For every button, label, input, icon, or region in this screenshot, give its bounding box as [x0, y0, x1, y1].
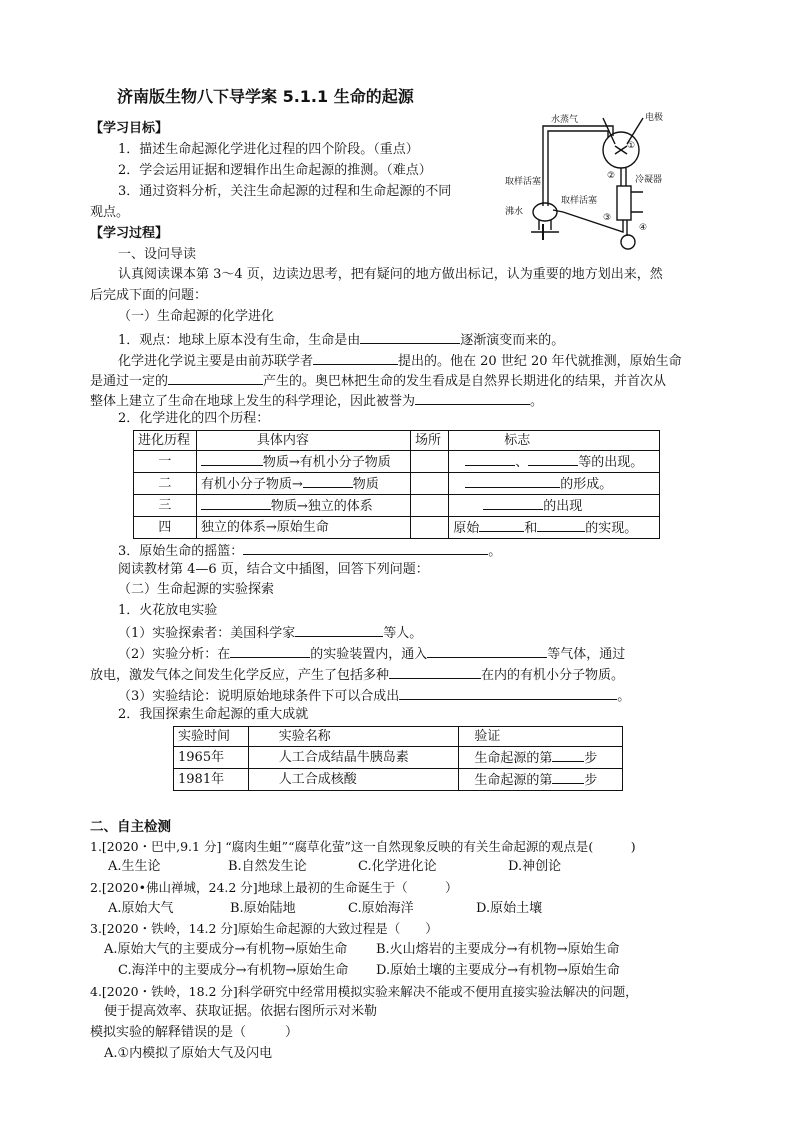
table-row: 一 物质→有机小分子物质 、 等的出现。 [134, 451, 660, 473]
paragraph: 3．原始生命的摇篮： 。 [118, 540, 501, 561]
intro-line: 后完成下面的问题： [90, 288, 208, 303]
q2-option[interactable]: B.原始陆地 [230, 901, 296, 916]
fill-blank[interactable] [483, 495, 543, 510]
table-row: 二 有机小分子物质→ 物质 的形成。 [134, 473, 660, 495]
self-check-heading: 二、自主检测 [90, 819, 171, 835]
paragraph: （3）实验结论：说明原始地球条件下可以合成出 。 [118, 685, 630, 706]
q1-option[interactable]: A.生生论 [108, 859, 161, 874]
q4-option[interactable]: A.①内模拟了原始大气及闪电 [104, 1046, 273, 1061]
fill-blank[interactable] [303, 473, 353, 488]
fill-blank[interactable] [295, 622, 383, 637]
paragraph: （2）实验分析：在 的实验装置内，通入 等气体，通过 [118, 643, 625, 664]
question-4-line: 便于提高效率、获取证据。依据右图所示对米勒 [104, 1004, 378, 1019]
fill-blank[interactable] [427, 643, 547, 658]
fill-blank[interactable] [389, 664, 481, 679]
table-row: 1981年 人工合成核酸 生命起源的第 步 [174, 769, 623, 791]
question-4-line: 模拟实验的解释错误的是（ ） [90, 1025, 299, 1040]
paragraph: 放电，激发气体之间发生化学反应，产生了包括多种 在内的有机小分子物质。 [90, 664, 624, 685]
subsection-heading: （二）生命起源的实验探索 [118, 582, 275, 597]
fill-blank[interactable] [552, 747, 584, 762]
label-water-vapor: 水蒸气 [551, 115, 579, 125]
fill-blank[interactable] [399, 685, 617, 700]
q3-option[interactable]: A.原始大气的主要成分→有机物→原始生命 [104, 942, 348, 957]
label-sampling-valve-left: 取样活塞 [505, 177, 542, 187]
q2-option[interactable]: D.原始土壤 [476, 901, 543, 916]
fill-blank[interactable] [168, 370, 263, 385]
q1-option[interactable]: B.自然发生论 [228, 859, 307, 874]
label-sampling-valve-right: 取样活塞 [561, 196, 598, 206]
q3-option[interactable]: C.海洋中的主要成分→有机物→原始生命 [118, 963, 349, 978]
label-electrode: 电极 [645, 113, 664, 123]
fill-blank[interactable] [552, 769, 584, 784]
paragraph: 1．火花放电实验 [118, 603, 218, 618]
paragraph: 1．观点：地球上原本没有生命，生命是由 逐渐演变而来的。 [118, 329, 564, 350]
table-row: 三 物质→独立的体系 的出现 [134, 495, 660, 517]
fill-blank[interactable] [479, 517, 524, 532]
fill-blank[interactable] [537, 517, 585, 532]
subsection-heading: （一）生命起源的化学进化 [118, 309, 275, 324]
miller-apparatus-figure [503, 108, 683, 258]
paragraph: 是通过一定的 产生的。奥巴林把生命的发生看成是自然界长期进化的结果，并首次从 [90, 370, 666, 391]
fill-blank[interactable] [230, 643, 310, 658]
table-row: 四 独立的体系→原始生命 原始 和 的实现。 [134, 517, 660, 539]
table-header: 实验时间 [174, 727, 249, 747]
fill-blank[interactable] [415, 390, 530, 405]
number-2: ② [607, 171, 616, 181]
fill-blank[interactable] [360, 329, 460, 344]
fill-blank[interactable] [201, 495, 271, 510]
fill-blank[interactable] [465, 451, 515, 466]
number-1: ① [627, 141, 636, 151]
objective-item: 2．学会运用证据和逻辑作出生命起源的推测。（难点） [118, 163, 432, 178]
table-header: 标志 [449, 431, 660, 451]
paragraph: 整体上建立了生命在地球上发生的科学理论，因此被誉为 。 [90, 390, 543, 411]
fill-blank[interactable] [465, 473, 560, 488]
table-header: 实验名称 [248, 727, 459, 747]
paragraph: 阅读教材第 4—6 页，结合文中插图，回答下列问题： [118, 562, 429, 577]
paragraph: （1）实验探索者：美国科学家 等人。 [118, 622, 422, 643]
intro-line: 认真阅读课本第 3～4 页，边读边思考，把有疑问的地方做出标记，认为重要的地方划出来，然 [118, 267, 663, 282]
question-2: 2.[2020•佛山禅城，24.2 分]地球上最初的生命诞生于（ ） [90, 880, 458, 895]
label-condenser: 冷凝器 [635, 175, 663, 185]
paragraph: 化学进化学说主要是由前苏联学者 提出的。他在 20 世纪 20 年代就推测，原始生命 [118, 350, 682, 371]
objectives-heading: 【学习目标】 [90, 121, 169, 136]
question-1: 1.[2020・巴中,9.1 分] “腐肉生蛆”“腐草化萤”这一自然现象反映的有关生命起源的观点是( ) [90, 839, 636, 854]
table-header: 场所 [410, 431, 448, 451]
q1-option[interactable]: C.化学进化论 [358, 859, 437, 874]
q2-option[interactable]: C.原始海洋 [348, 901, 414, 916]
q3-option[interactable]: D.原始土壤的主要成分→有机物→原始生命 [376, 963, 620, 978]
number-4: ④ [639, 223, 648, 233]
q2-option[interactable]: A.原始大气 [108, 901, 174, 916]
fill-blank[interactable] [313, 350, 398, 365]
q1-option[interactable]: D.神创论 [508, 859, 562, 874]
paragraph: 2．化学进化的四个历程： [118, 411, 270, 426]
label-boiling-water: 沸水 [505, 207, 524, 217]
q3-option[interactable]: B.火山熔岩的主要成分→有机物→原始生命 [376, 942, 620, 957]
table-header: 进化历程 [134, 431, 197, 451]
question-3: 3.[2020・铁岭，14.2 分]原始生命起源的大致过程是（ ） [90, 921, 438, 936]
evolution-stages-table [133, 430, 660, 539]
objective-item: 3．通过资料分析，关注生命起源的过程和生命起源的不同 [118, 184, 452, 199]
achievements-table [173, 726, 623, 791]
objective-item: 1．描述生命起源化学进化过程的四个阶段。（重点） [118, 142, 419, 157]
number-3: ③ [603, 213, 612, 223]
fill-blank[interactable] [528, 451, 578, 466]
table-row: 1965年 人工合成结晶牛胰岛素 生命起源的第 步 [174, 747, 623, 769]
objective-item: 观点。 [90, 205, 130, 220]
question-4: 4.[2020・铁岭，18.2 分]科学研究中经常用模拟实验来解决不能或不便用直接实验法解决的问题， [90, 984, 638, 999]
table-header: 验证 [459, 727, 623, 747]
fill-blank[interactable] [201, 451, 263, 466]
table-header: 具体内容 [196, 431, 410, 451]
intro-title: 一、设问导读 [118, 247, 197, 262]
page-title: 济南版生物八下导学案 5.1.1 生命的起源 [117, 87, 414, 106]
fill-blank[interactable] [243, 540, 488, 555]
paragraph: 2．我国探索生命起源的重大成就 [118, 707, 309, 722]
process-heading: 【学习过程】 [90, 226, 169, 241]
